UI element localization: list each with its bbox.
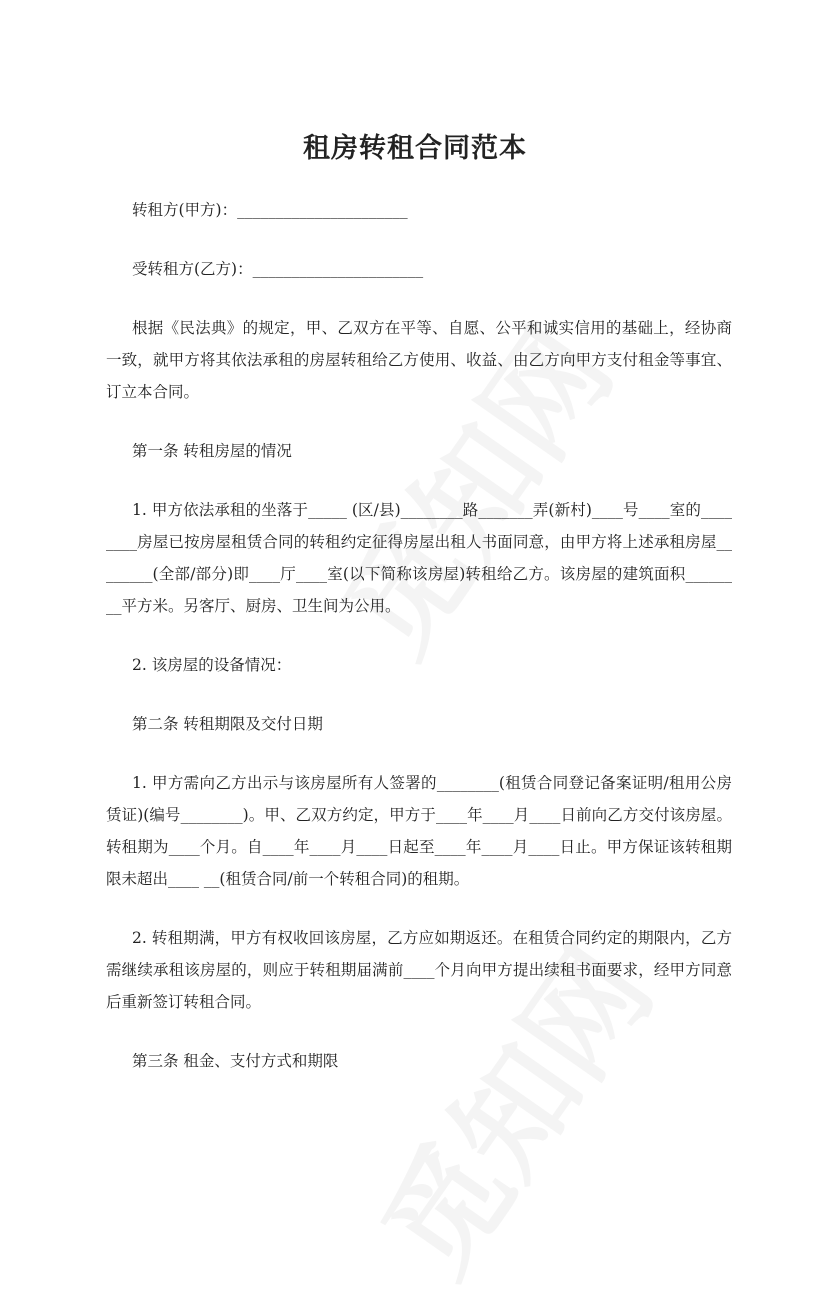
sublessor-field: 转租方(甲方)：______________________ [132, 201, 408, 219]
document-title: 租房转租合同范本 [303, 133, 527, 165]
article-3-heading: 第三条 租金、支付方式和期限 [132, 1052, 339, 1070]
article-1-clause-1: 1. 甲方依法承租的坐落于_____ (区/县)________路_______弄(新村)____号____室的________房屋已按房屋租赁合同的转租约定征得房屋出租人书面同意，由甲方将上述承租房屋________(全部/部分)即____厅____室(以下简称该房屋)转租给乙方。该房屋的建筑面积________平方米。另客厅、厨房、卫生间为公用。 [106, 501, 732, 615]
article-2-clause-1: 1. 甲方需向乙方出示与该房屋所有人签署的________(租赁合同登记备案证明/租用公房赁证)(编号________)。甲、乙双方约定，甲方于____年____月____日前向乙方交付该房屋。转租期为____个月。自____年____月____日起至____年____月____日止。甲方保证该转租期限未超出____ __(租赁合同/前一个转租合同)的租期。 [106, 774, 732, 888]
document-body [106, 194, 732, 1104]
article-2-clause-2: 2. 转租期满，甲方有权收回该房屋，乙方应如期返还。在租赁合同约定的期限内，乙方需继续承租该房屋的，则应于转租期届满前____个月向甲方提出续租书面要求，经甲方同意后重新签订转租合同。 [106, 929, 732, 1011]
preamble-paragraph: 根据《民法典》的规定，甲、乙双方在平等、自愿、公平和诚实信用的基础上，经协商一致，就甲方将其依法承租的房屋转租给乙方使用、收益、由乙方向甲方支付租金等事宜、订立本合同。 [106, 319, 732, 401]
sublessee-field: 受转租方(乙方)：______________________ [132, 260, 424, 278]
article-1-heading: 第一条 转租房屋的情况 [132, 442, 292, 460]
article-2-heading: 第二条 转租期限及交付日期 [132, 715, 323, 733]
article-1-clause-2: 2. 该房屋的设备情况： [132, 656, 292, 674]
